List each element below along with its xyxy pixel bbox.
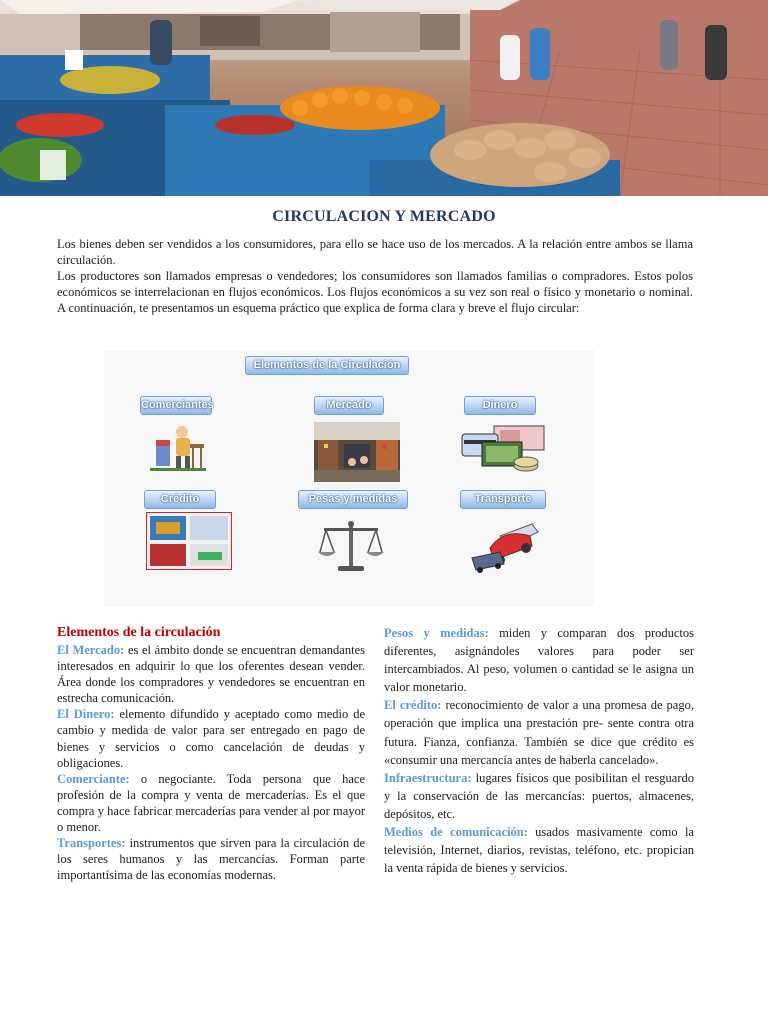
- definition-text: instrumentos que sirven para la circulación de los seres humanos y las mercancías. Forman parte importantísima de las economías modernas.: [57, 836, 365, 883]
- definition-dinero: [57, 706, 365, 770]
- page-title: CIRCULACION Y MERCADO: [272, 208, 496, 225]
- diagram-title: Elementos de la Circulación: [245, 356, 409, 375]
- transport-icon: [470, 518, 540, 579]
- right-column: [384, 624, 694, 877]
- section-heading: Elementos de la circulación: [57, 625, 221, 640]
- diagram-node-label: Dinero: [464, 396, 536, 415]
- market-photo-illustration: [0, 0, 768, 196]
- term-label: El Mercado:: [57, 643, 125, 657]
- diagram-node-label: Comerciantes: [140, 396, 212, 415]
- definition-text: usados masivamente como la televisión, Internet, diarios, revistas, teléfono, etc. propician la venta rápida de bienes y servicios.: [384, 825, 694, 876]
- definition-text: elemento difundido y aceptado como medio de cambio y medida de valor para ser entregado en pago de bienes y servicios o como cancelación de deudas y obligaciones.: [57, 707, 366, 770]
- intro-text: [57, 236, 693, 316]
- merchant-icon: [148, 422, 208, 479]
- money-icon: [460, 424, 548, 479]
- term-label: El crédito:: [384, 698, 442, 713]
- circulation-diagram: [104, 350, 594, 606]
- diagram-node-label: Crédito: [144, 490, 216, 509]
- definition-text: reconocimiento de valor a una promesa de pago, operación que implica una prestación pre- sente contra otra futura. Fianza, confianza. También se dice que crédito es «consumir una mercancía antes de haberla cancelado».: [384, 698, 694, 767]
- definition-transportes: [57, 835, 365, 883]
- definition-text: o negociante. Toda persona que hace profesión de la compra y venta de mercaderías. Es el que compra y hace fabricar mercaderías para vender al por mayor o menor.: [57, 771, 365, 835]
- scale-icon: [318, 518, 384, 579]
- definition-comerciante: [57, 771, 365, 835]
- definition-text: miden y comparan dos productos diferentes, asignándoles valores para poder ser intercambiados. Al peso, volumen o cantidad se le asigna un valor monetario.: [384, 626, 695, 695]
- definition-credito: [384, 696, 694, 768]
- diagram-node-label: Transporte: [460, 490, 546, 509]
- market-photo-icon: [314, 422, 400, 487]
- definition-infraestructura: [384, 769, 694, 823]
- term-label: El Dinero:: [57, 707, 115, 722]
- definition-medios-de-comunicacion: [384, 823, 694, 877]
- term-label: Pesos y medidas:: [384, 626, 489, 640]
- definition-text: lugares físicos que posibilitan el resguardo y la conservación de las mercancías: puertos, almacenes, depósitos, etc.: [384, 770, 694, 821]
- definition-mercado: [57, 642, 365, 706]
- intro-paragraph-2: Los productores son llamados empresas o vendedores; los consumidores son llamados familias o compradores. Estos polos económicos se interrelacionan en flujos económicos. Los flujos económicos a su vez son real o físico y monetario o nominal. A continuación, te presentamos un esquema práctico que explica de forma clara y breve el flujo circular:: [57, 269, 693, 315]
- term-label: Medios de comunicación:: [384, 825, 528, 840]
- term-label: Infraestructura:: [384, 770, 472, 785]
- diagram-node-label: Pesas y medidas: [298, 490, 408, 509]
- market-photo: [0, 0, 768, 196]
- definition-pesos-y-medidas: [384, 624, 694, 696]
- term-label: Transportes:: [57, 836, 126, 851]
- left-column: [57, 624, 365, 883]
- diagram-node-label: Mercado: [314, 396, 384, 415]
- intro-paragraph-1: Los bienes deben ser vendidos a los consumidores, para ello se hace uso de los mercados. A la relación entre ambos se llama circulación.: [57, 237, 693, 267]
- definition-text: es el ámbito donde se encuentran demandantes interesados en adquirir lo que los oferentes desean vender. Área donde los compradores y vendedores se encuentran en estrecha comunicación.: [57, 643, 365, 706]
- credit-icon: [146, 512, 232, 575]
- term-label: Comerciante:: [57, 771, 130, 786]
